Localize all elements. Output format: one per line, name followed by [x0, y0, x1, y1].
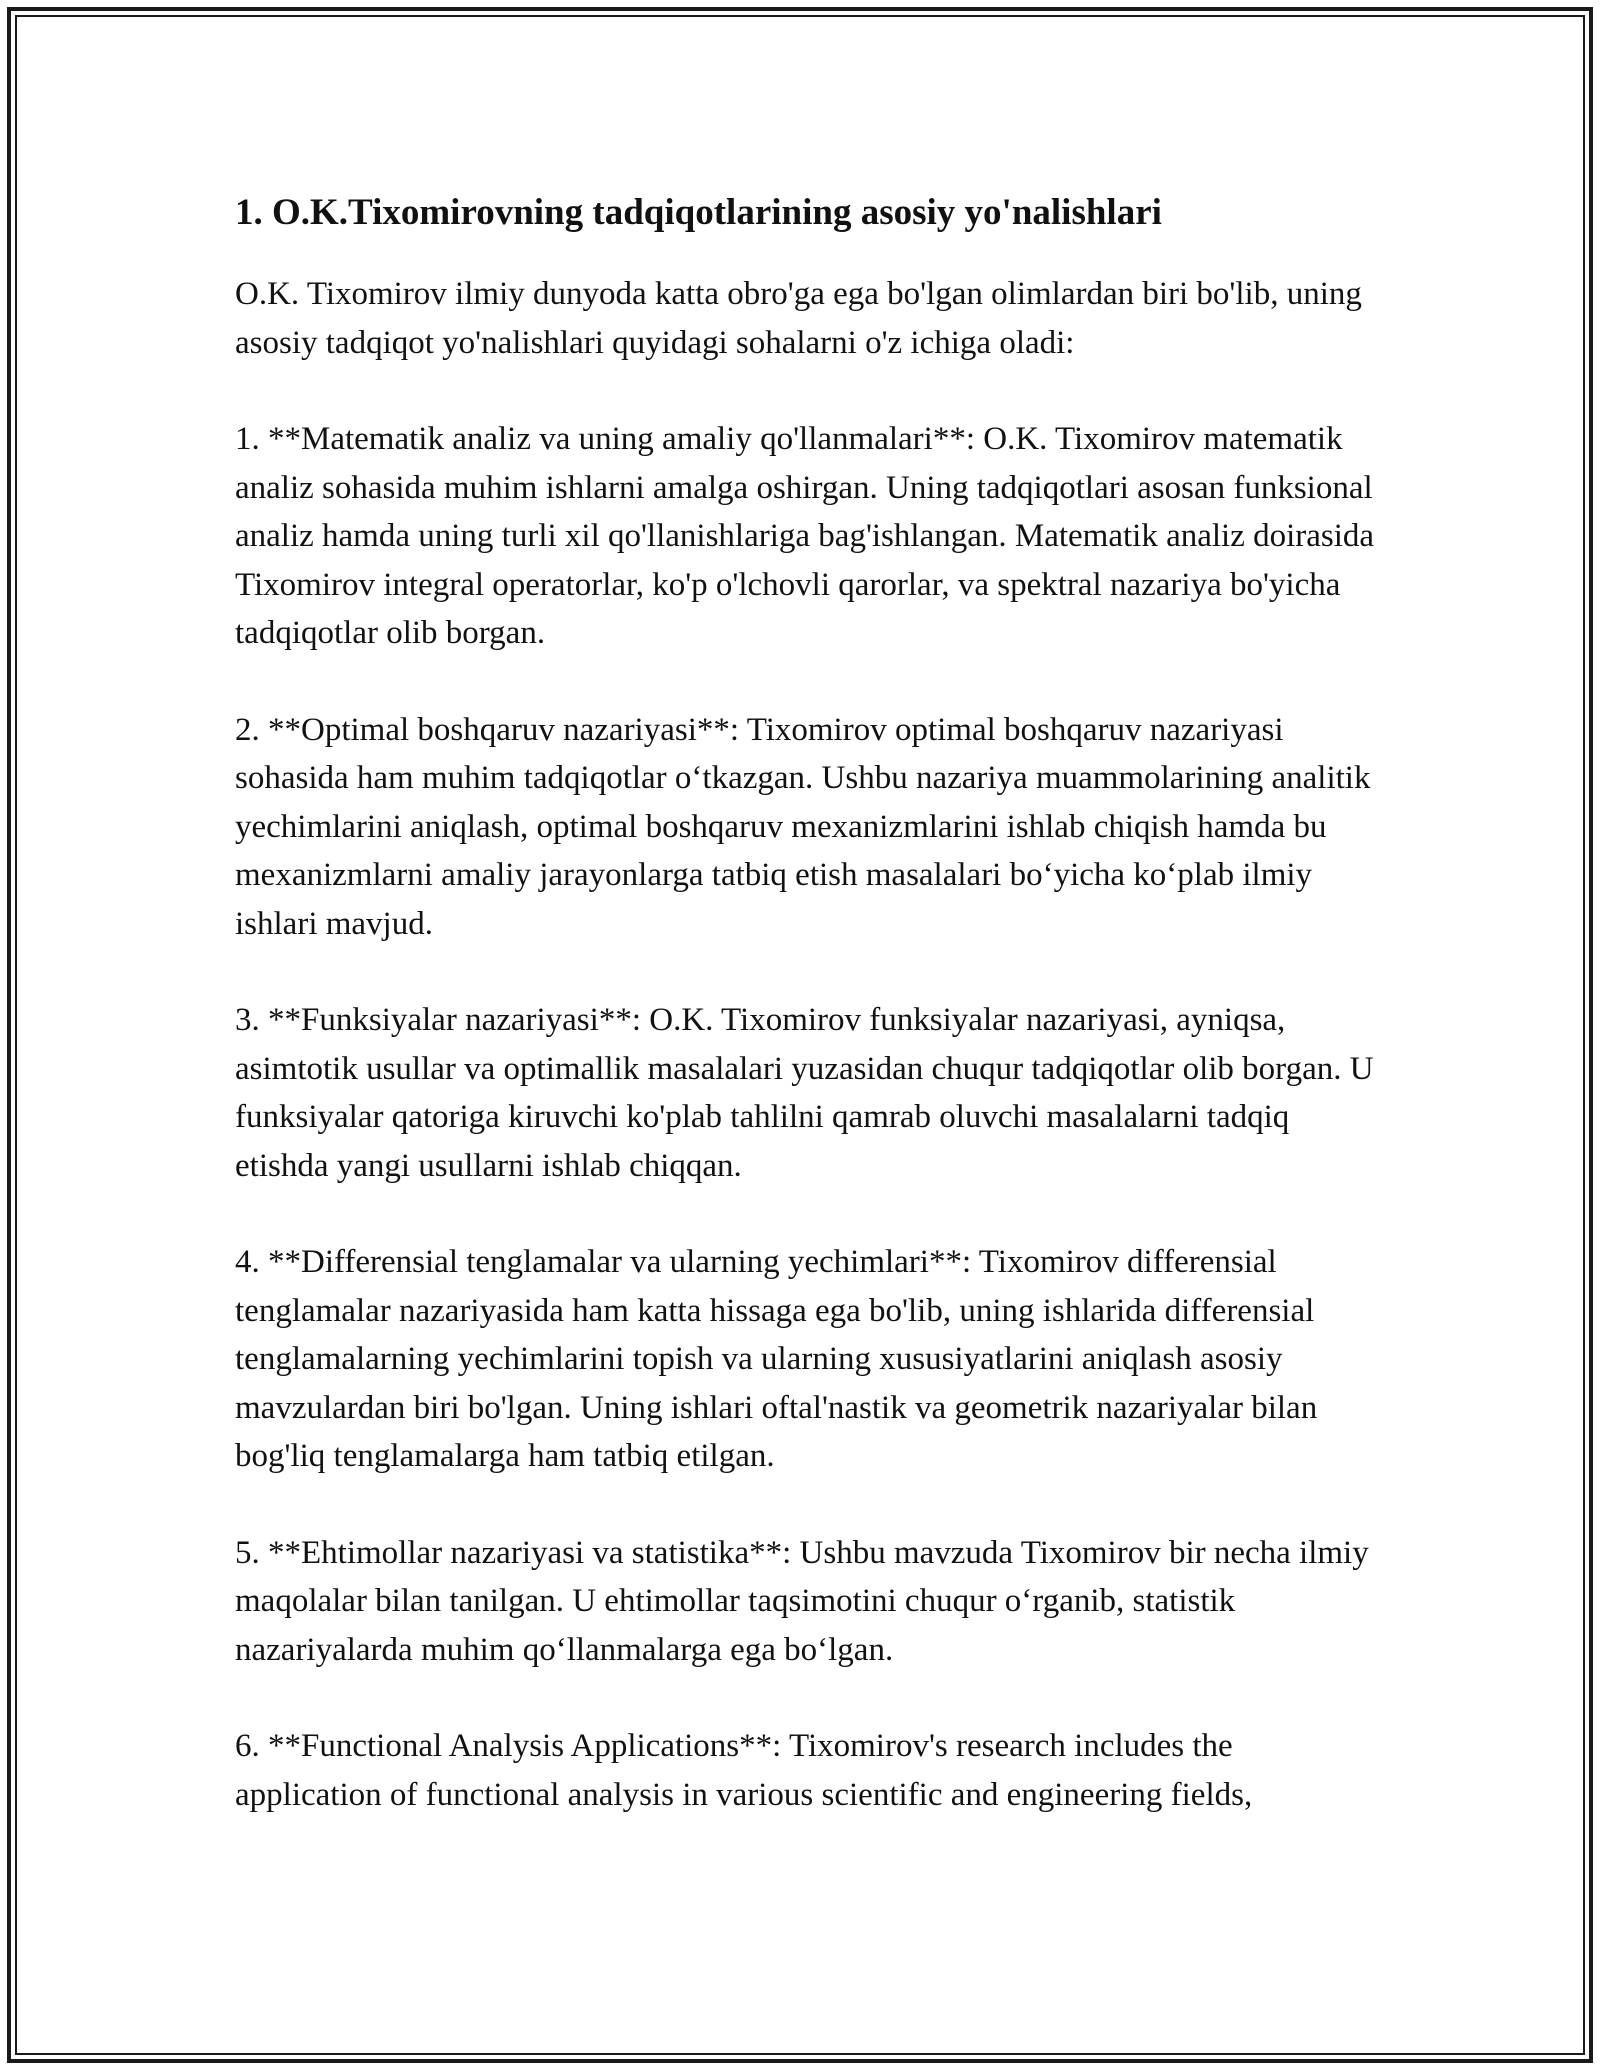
- document-body: [235, 184, 1385, 1867]
- item-2-paragraph: 2. **Optimal boshqaruv nazariyasi**: Tixomirov optimal boshqaruv nazariyasi sohasida ham muhim tadqiqotlar o‘tkazgan. Ushbu nazariya muammolarining analitik yechimlarini aniqlash, optimal boshqaruv mexanizmlarini ishlab chiqish hamda bu mexanizmlarni amaliy jarayonlarga tatbiq etish masalalari bo‘yicha ko‘plab ilmiy ishlari mavjud.: [235, 711, 1371, 942]
- item-1-paragraph: 1. **Matematik analiz va uning amaliy qo'llanmalari**: O.K. Tixomirov matematik analiz sohasida muhim ishlarni amalga oshirgan. Uning tadqiqotlari asosan funksional analiz hamda uning turli xil qo'llanishlariga bag'ishlangan. Matematik analiz doirasida Tixomirov integral operatorlar, ko'p o'lchovli qarorlar, va spektral nazariya bo'yicha tadqiqotlar olib borgan.: [235, 421, 1375, 651]
- intro-paragraph: O.K. Tixomirov ilmiy dunyoda katta obro'ga ega bo'lgan olimlardan biri bo'lib, uning asosiy tadqiqot yo'nalishlari quyidagi sohalarni o'z ichiga oladi:: [235, 276, 1362, 361]
- section-heading: 1. O.K.Tixomirovning tadqiqotlarining asosiy yo'nalishlari: [235, 192, 1162, 233]
- item-3-paragraph: 3. **Funksiyalar nazariyasi**: O.K. Tixomirov funksiyalar nazariyasi, ayniqsa, asimtotik usullar va optimallik masalalari yuzasidan chuqur tadqiqotlar olib borgan. U funksiyalar qatoriga kiruvchi ko'plab tahlilni qamrab oluvchi masalalarni tadqiq etishda yangi usullarni ishlab chiqqan.: [235, 1002, 1374, 1184]
- item-6-paragraph: 6. **Functional Analysis Applications**: Tixomirov's research includes the application of functional analysis in various scientific and engineering fields,: [235, 1728, 1253, 1813]
- item-4-paragraph: 4. **Differensial tenglamalar va ularning yechimlari**: Tixomirov differensial tenglamalar nazariyasida ham katta hissaga ega bo'lib, uning ishlarida differensial tenglamalarning yechimlarini topish va ularning xususiyatlarini aniqlash asosiy mavzulardan biri bo'lgan. Uning ishlari oftal'nastik va geometrik nazariyalar bilan bog'liq tenglamalarga ham tatbiq etilgan.: [235, 1244, 1318, 1474]
- item-5-paragraph: 5. **Ehtimollar nazariyasi va statistika**: Ushbu mavzuda Tixomirov bir necha ilmiy maqolalar bilan tanilgan. U ehtimollar taqsimotini chuqur o‘rganib, statistik nazariyalarda muhim qo‘llanmalarga ega bo‘lgan.: [235, 1534, 1369, 1668]
